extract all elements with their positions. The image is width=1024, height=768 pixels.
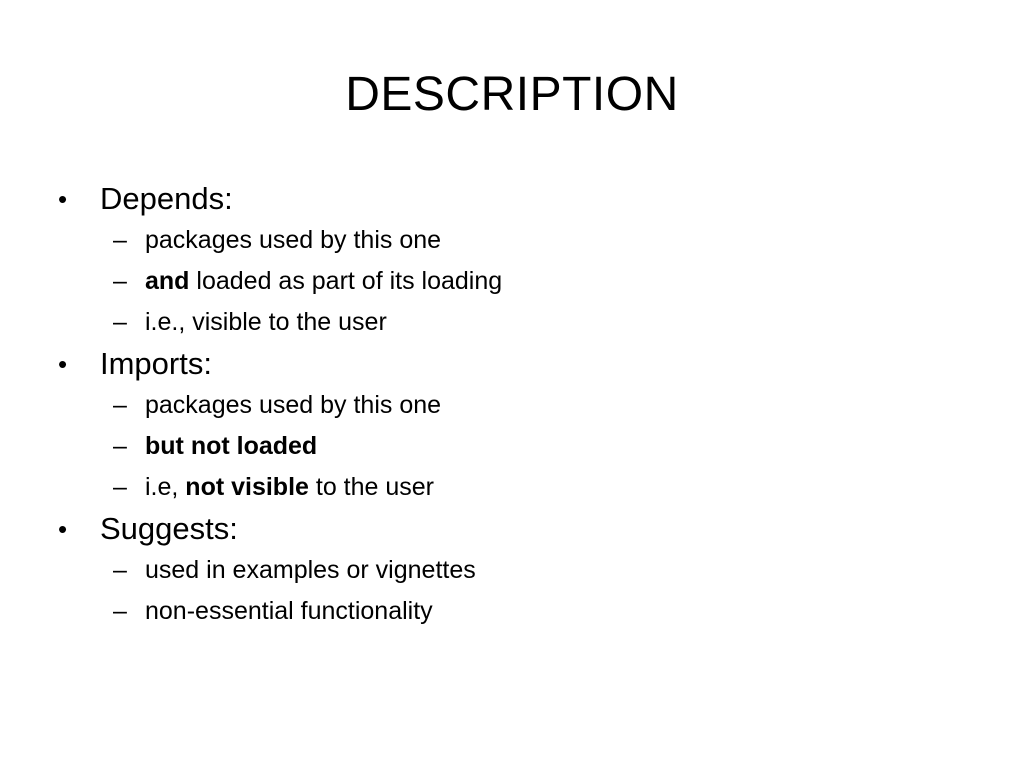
sub-bullet: [58, 550, 958, 591]
sub-bullet: [58, 261, 958, 302]
text-run: loaded as part of its loading: [189, 267, 503, 295]
dash-icon: –: [113, 556, 127, 584]
sub-bullet-text: [145, 302, 387, 343]
sub-bullet-text: [145, 591, 433, 632]
sub-bullet-text: [145, 550, 476, 591]
dash-icon: –: [113, 597, 127, 625]
dash-icon: –: [113, 308, 127, 336]
sub-bullet: [58, 220, 958, 261]
slide-body: [58, 178, 958, 632]
text-run: to the user: [308, 473, 435, 501]
bullet-icon: •: [58, 184, 68, 214]
bullet-suggests: [58, 508, 958, 550]
bullet-icon: •: [58, 514, 68, 544]
sub-bullet: [58, 467, 958, 508]
bullet-depends: [58, 178, 958, 220]
bullet-heading: Imports:: [100, 346, 212, 381]
sub-bullet-text: [145, 467, 434, 508]
text-run: non-essential functionality: [145, 597, 433, 625]
bullet-heading: Suggests:: [100, 511, 238, 546]
sub-bullet: [58, 426, 958, 467]
bullet-icon: •: [58, 349, 68, 379]
text-run: packages used by this one: [145, 391, 442, 419]
sub-bullet-text: [145, 385, 441, 426]
dash-icon: –: [113, 391, 127, 419]
dash-icon: –: [113, 473, 127, 501]
bullet-imports: [58, 343, 958, 385]
dash-icon: –: [113, 432, 127, 460]
sub-bullet-text: [145, 426, 317, 467]
text-run: i.e., visible to the user: [145, 308, 387, 336]
dash-icon: –: [113, 226, 127, 254]
sub-bullet-text: [145, 220, 441, 261]
bold-text-run: and: [145, 267, 190, 295]
bullet-heading: Depends:: [100, 181, 233, 216]
sub-bullet: [58, 302, 958, 343]
sub-bullet: [58, 591, 958, 632]
bold-text-run: not visible: [185, 473, 309, 501]
sub-bullet: [58, 385, 958, 426]
sub-bullet-text: [145, 261, 502, 302]
bold-text-run: but not loaded: [145, 432, 318, 460]
slide-title: DESCRIPTION: [345, 68, 679, 121]
text-run: packages used by this one: [145, 226, 442, 254]
text-run: used in examples or vignettes: [145, 556, 476, 584]
dash-icon: –: [113, 267, 127, 295]
text-run: i.e,: [145, 473, 186, 501]
